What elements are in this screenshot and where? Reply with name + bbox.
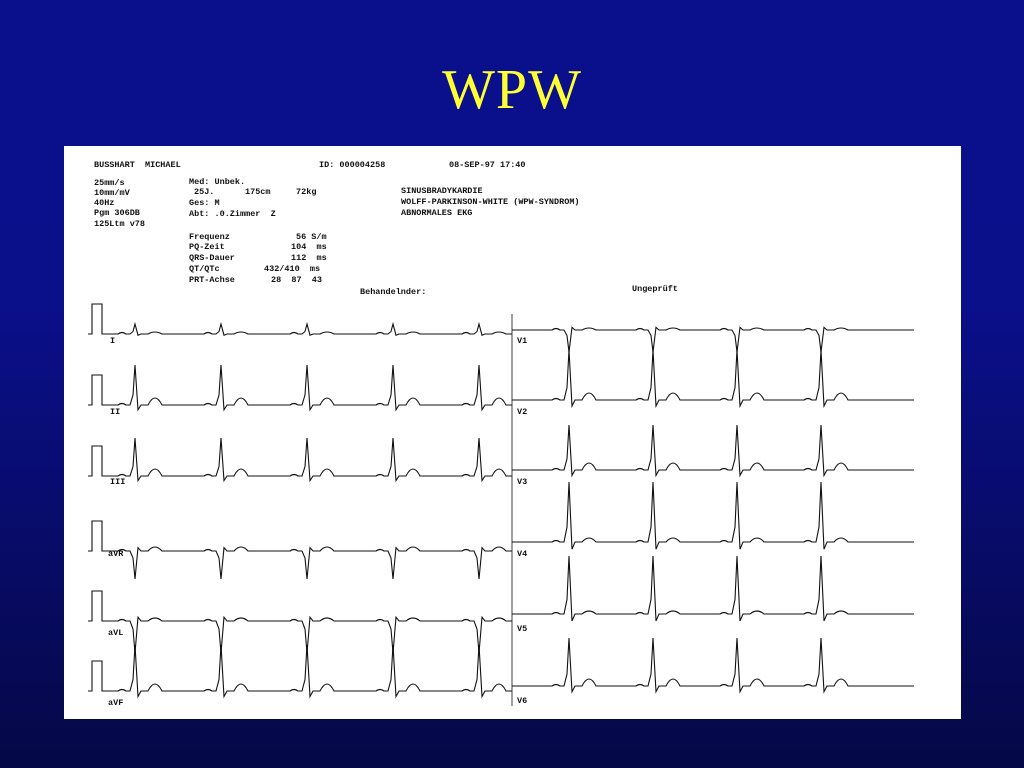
ecg-printout bbox=[64, 146, 961, 719]
lead-label-I: I bbox=[110, 336, 116, 346]
lead-trace-II bbox=[88, 365, 512, 410]
measurement-label: PRT-Achse bbox=[189, 275, 235, 285]
lead-label-III: III bbox=[110, 477, 126, 487]
limb-lead-traces bbox=[88, 304, 512, 697]
lead-trace-aVL bbox=[88, 591, 512, 653]
medication: Med: Unbek. bbox=[189, 177, 246, 187]
setting-program: Pgm 306DB bbox=[94, 208, 140, 218]
setting-speed: 25mm/s bbox=[94, 178, 125, 188]
lead-label-V3: V3 bbox=[517, 477, 528, 487]
lead-trace-V4 bbox=[512, 482, 914, 549]
measurement-value: 104 ms bbox=[291, 242, 327, 252]
lead-trace-III bbox=[88, 438, 512, 481]
sex: Ges: M bbox=[189, 198, 220, 208]
lead-label-V6: V6 bbox=[517, 696, 528, 706]
lead-label-V5: V5 bbox=[517, 624, 528, 634]
lead-label-aVF: aVF bbox=[108, 698, 124, 708]
lead-label-aVR: aVR bbox=[108, 549, 124, 559]
interpretation-line: WOLFF-PARKINSON-WHITE (WPW-SYNDROM) bbox=[401, 197, 580, 207]
setting-filter: 40Hz bbox=[94, 198, 115, 208]
measurement-value: 28 87 43 bbox=[271, 275, 323, 285]
lead-trace-V6 bbox=[512, 638, 914, 692]
lead-trace-V2 bbox=[512, 350, 914, 406]
lead-trace-V3 bbox=[512, 425, 914, 475]
lead-label-II: II bbox=[110, 407, 121, 417]
setting-device: 125Ltm v78 bbox=[94, 219, 146, 229]
measurement-value: 112 ms bbox=[291, 253, 327, 263]
ecg-tracings bbox=[64, 146, 961, 719]
lead-trace-V5 bbox=[512, 556, 914, 621]
interpretation-line: ABNORMALES EKG bbox=[401, 208, 473, 218]
lead-label-V1: V1 bbox=[517, 336, 528, 346]
measurement-label: QRS-Dauer bbox=[189, 253, 235, 263]
department-room: Abt: .0.Zimmer Z bbox=[189, 209, 276, 219]
measurement-value: 432/410 ms bbox=[264, 264, 321, 274]
lead-label-V4: V4 bbox=[517, 549, 528, 559]
lead-trace-aVF bbox=[88, 645, 512, 697]
measurement-label: QT/QTc bbox=[189, 264, 220, 274]
patient-name: BUSSHART MICHAEL bbox=[94, 160, 181, 170]
chest-lead-traces bbox=[512, 314, 914, 706]
measurement-label: PQ-Zeit bbox=[189, 242, 225, 252]
measurement-value: 56 S/m bbox=[296, 232, 327, 242]
slide-title: WPW bbox=[442, 59, 582, 121]
lead-trace-I bbox=[88, 304, 512, 335]
setting-gain: 10mm/mV bbox=[94, 188, 130, 198]
treating-doctor-label: Behandelnder: bbox=[360, 287, 427, 297]
age-height-weight: 25J. 175cm 72kg bbox=[194, 187, 317, 197]
measurement-label: Frequenz bbox=[189, 232, 230, 242]
patient-id: ID: 000004258 bbox=[319, 160, 386, 170]
lead-trace-V1 bbox=[512, 327, 914, 352]
interpretation-line: SINUSBRADYKARDIE bbox=[401, 186, 483, 196]
lead-trace-aVR bbox=[88, 521, 512, 579]
record-datetime: 08-SEP-97 17:40 bbox=[449, 160, 526, 170]
unverified-label: Ungeprüft bbox=[632, 284, 678, 294]
lead-label-aVL: aVL bbox=[108, 628, 124, 638]
lead-label-V2: V2 bbox=[517, 407, 528, 417]
